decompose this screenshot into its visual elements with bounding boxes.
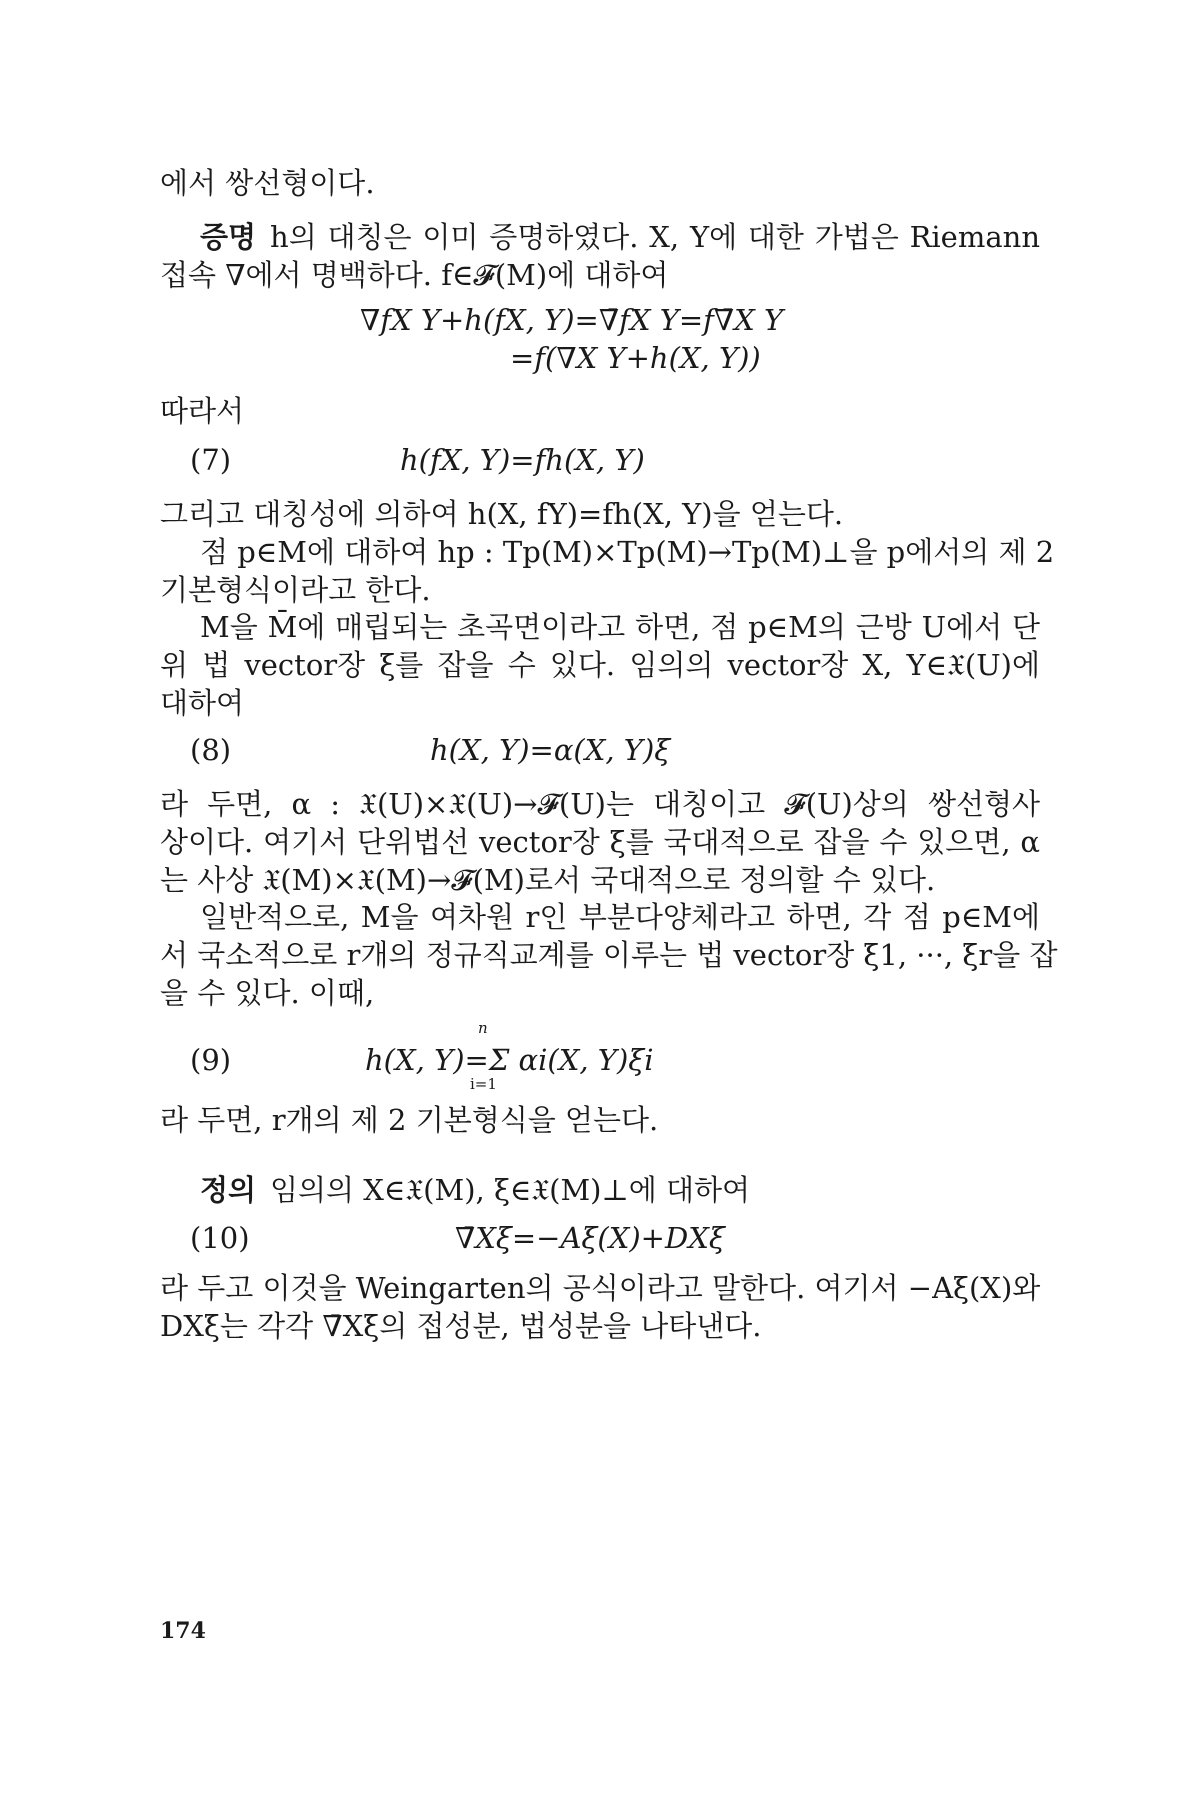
line-9: 위 법 vector장 ξ를 잡을 수 있다. 임의의 vector장 X, Y∈𝔛(U)에 [160, 648, 1040, 682]
equation-9-lower-limit: i=1 [470, 1075, 497, 1093]
equation-9: h(X, Y)=Σ αi(X, Y)ξi [365, 1043, 654, 1077]
line-1: 에서 쌍선형이다. [160, 166, 375, 200]
eq9-number: (9) [190, 1043, 232, 1077]
line-19: DXξ는 각각 ∇̄Xξ의 접성분, 법성분을 나타낸다. [160, 1309, 762, 1343]
equation-10: ∇̄Xξ=−Aξ(X)+DXξ [455, 1221, 725, 1255]
line-8: M을 M̄에 매립되는 초곡면이라고 하면, 점 p∈M의 근방 U에서 단 [200, 610, 1040, 644]
proof-label: 증명 [200, 220, 257, 254]
line-17: 라 두면, r개의 제 2 기본형식을 얻는다. [160, 1103, 659, 1137]
line-16: 을 수 있다. 이때, [160, 976, 375, 1010]
definition-line [200, 1170, 1040, 1210]
equation-8: h(X, Y)=α(X, Y)ξ [430, 733, 671, 767]
line-13: 는 사상 𝔛(M)×𝔛(M)→𝓕(M)로서 국대적으로 정의할 수 있다. [160, 863, 936, 897]
line-3: 접속 ∇에서 명백하다. f∈𝓕(M)에 대하여 [160, 258, 669, 292]
proof-line [200, 217, 1040, 257]
line-7: 기본형식이라고 한다. [160, 573, 431, 607]
page-number: 174 [160, 1618, 206, 1644]
eq7-number: (7) [190, 443, 232, 477]
line-10: 대하여 [160, 686, 245, 720]
line-12: 상이다. 여기서 단위법선 vector장 ξ를 국대적으로 잡을 수 있으면, α [160, 825, 1040, 859]
definition-body: 임의의 X∈𝔛(M), ξ∈𝔛(M)⊥에 대하여 [270, 1173, 751, 1207]
definition-label: 정의 [200, 1173, 257, 1207]
line-4: 따라서 [160, 394, 245, 428]
proof-body: h의 대칭은 이미 증명하였다. X, Y에 대한 가법은 Riemann [270, 220, 1040, 254]
eq8-number: (8) [190, 733, 232, 767]
line-6: 점 p∈M에 대하여 hp : Tp(M)×Tp(M)→Tp(M)⊥을 p에서의 제 2 [200, 535, 1055, 569]
equation-9-upper-limit: n [478, 1019, 488, 1037]
line-15: 서 국소적으로 r개의 정규직교계를 이루는 법 vector장 ξ1, ···, ξr을 잡 [160, 938, 1058, 972]
equation-7: h(fX, Y)=fh(X, Y) [400, 443, 645, 477]
line-18: 라 두고 이것을 Weingarten의 공식이라고 말한다. 여기서 −Aξ(X)와 [160, 1271, 1041, 1305]
line-11: 라 두면, α : 𝔛(U)×𝔛(U)→𝓕(U)는 대칭이고 𝓕(U)상의 쌍선형사 [160, 787, 1040, 821]
equation-b: =f(∇X Y+h(X, Y)) [510, 341, 761, 375]
eq10-number: (10) [190, 1221, 250, 1255]
line-14: 일반적으로, M을 여차원 r인 부분다양체라고 하면, 각 점 p∈M에 [200, 900, 1040, 934]
equation-a: ∇fX Y+h(fX, Y)=∇̄fX Y=f∇̄X Y [360, 303, 784, 337]
line-5: 그리고 대칭성에 의하여 h(X, fY)=fh(X, Y)을 얻는다. [160, 497, 844, 531]
